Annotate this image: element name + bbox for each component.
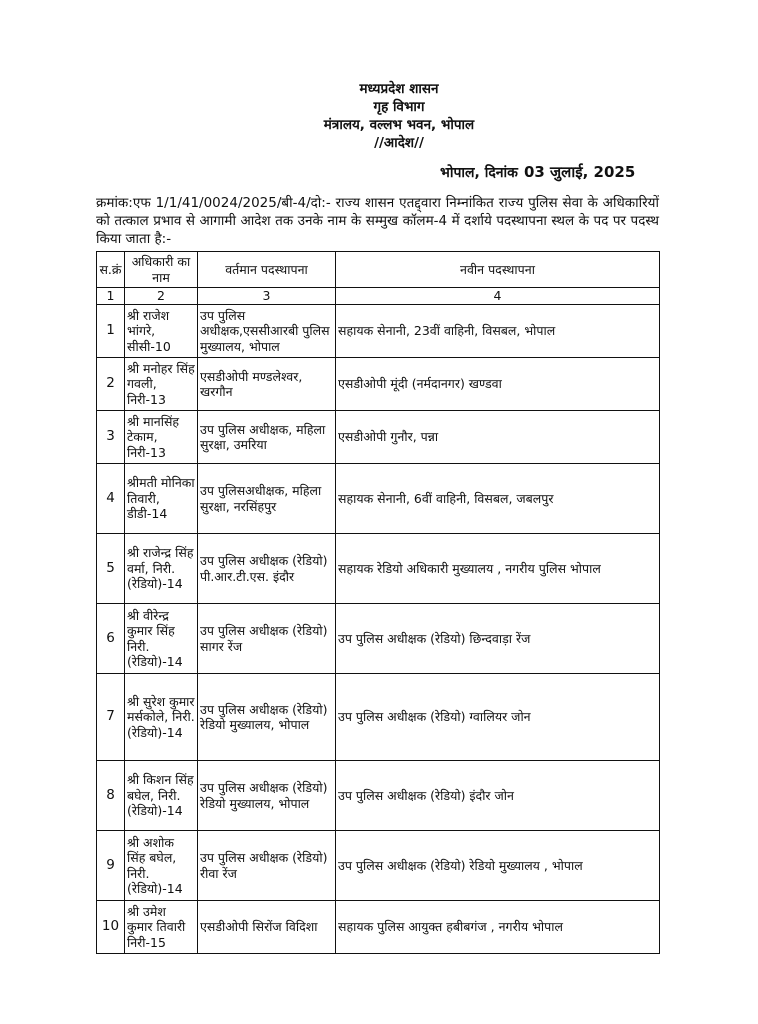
table-row xyxy=(97,358,660,411)
serial-cell: 8 xyxy=(97,761,125,831)
department-name: गृह विभाग xyxy=(373,99,425,115)
govt-name: मध्यप्रदेश शासन xyxy=(359,81,439,97)
posting-table xyxy=(96,251,660,954)
serial-cell: 6 xyxy=(97,604,125,674)
header-serial: स.क्रं xyxy=(97,252,125,288)
new-posting-cell: उप पुलिस अधीक्षक (रेडियो) छिन्दवाड़ा रेंज xyxy=(336,604,660,674)
table-row xyxy=(97,831,660,901)
order-intro-paragraph: क्रमांक:एफ 1/1/41/0024/2025/बी-4/दो:- राज्य शासन एतद्द्वारा निम्नांकित राज्य पुलिस सेवा के अधिकारियों को तत्काल प्रभाव से आगामी आदेश तक उनके नाम के सम्मुख कॉलम-4 में दर्शाये पदस्थापना स्थल के पद पर पदस्थ किया जाता है:- xyxy=(96,195,659,247)
new-posting-cell: उप पुलिस अधीक्षक (रेडियो) इंदौर जोन xyxy=(336,761,660,831)
header-new-posting: नवीन पदस्थापना xyxy=(336,252,660,288)
new-posting-cell: एसडीओपी गुनौर, पन्ना xyxy=(336,411,660,464)
header-officer-name: अधिकारी का नाम xyxy=(125,252,198,288)
new-posting-cell: उप पुलिस अधीक्षक (रेडियो) ग्वालियर जोन xyxy=(336,674,660,761)
serial-cell: 7 xyxy=(97,674,125,761)
order-title: //आदेश// xyxy=(374,135,424,151)
officer-name-cell: श्री राजेश भांगरे, सीसी-10 xyxy=(125,305,198,358)
table-row xyxy=(97,604,660,674)
new-posting-cell: सहायक सेनानी, 23वीं वाहिनी, विसबल, भोपाल xyxy=(336,305,660,358)
current-posting-cell: एसडीओपी सिरोंज विदिशा xyxy=(198,901,336,954)
new-posting-cell: उप पुलिस अधीक्षक (रेडियो) रेडियो मुख्यालय , भोपाल xyxy=(336,831,660,901)
table-row xyxy=(97,761,660,831)
table-row xyxy=(97,674,660,761)
officer-name-cell: श्री मानसिंह टेकाम, निरी-13 xyxy=(125,411,198,464)
table-header-row xyxy=(97,252,660,288)
new-posting-cell: सहायक रेडियो अधिकारी मुख्यालय , नगरीय पुलिस भोपाल xyxy=(336,534,660,604)
officer-name-cell: श्री सुरेश कुमार मर्सकोले, निरी. (रेडियो)-14 xyxy=(125,674,198,761)
serial-cell: 3 xyxy=(97,411,125,464)
officer-name-cell: श्री अशोक सिंह बघेल, निरी. (रेडियो)-14 xyxy=(125,831,198,901)
current-posting-cell: उप पुलिस अधीक्षक,एससीआरबी पुलिस मुख्यालय, भोपाल xyxy=(198,305,336,358)
officer-name-cell: श्री राजेन्द्र सिंह वर्मा, निरी. (रेडियो)-14 xyxy=(125,534,198,604)
serial-cell: 5 xyxy=(97,534,125,604)
dateline xyxy=(440,162,635,182)
officer-name-cell: श्री उमेश कुमार तिवारी निरी-15 xyxy=(125,901,198,954)
order-date: 03 जुलाई, 2025 xyxy=(523,163,636,181)
current-posting-cell: उप पुलिस अधीक्षक, महिला सुरक्षा, उमरिया xyxy=(198,411,336,464)
column-number-row xyxy=(97,288,660,305)
table-row xyxy=(97,901,660,954)
table-row xyxy=(97,464,660,534)
serial-cell: 2 xyxy=(97,358,125,411)
ministry-address: मंत्रालय, वल्लभ भवन, भोपाल xyxy=(323,117,475,133)
column-number: 2 xyxy=(125,288,198,305)
officer-name-cell: श्री किशन सिंह बघेल, निरी. (रेडियो)-14 xyxy=(125,761,198,831)
current-posting-cell: उप पुलिस अधीक्षक (रेडियो) रेडियो मुख्यालय, भोपाल xyxy=(198,674,336,761)
current-posting-cell: उप पुलिस अधीक्षक (रेडियो) सागर रेंज xyxy=(198,604,336,674)
new-posting-cell: एसडीओपी मूंदी (नर्मदानगर) खण्डवा xyxy=(336,358,660,411)
current-posting-cell: उप पुलिस अधीक्षक (रेडियो) पी.आर.टी.एस. इंदौर xyxy=(198,534,336,604)
officer-name-cell: श्री वीरेन्द्र कुमार सिंह निरी. (रेडियो)-14 xyxy=(125,604,198,674)
current-posting-cell: एसडीओपी मण्डलेश्वर, खरगौन xyxy=(198,358,336,411)
serial-cell: 4 xyxy=(97,464,125,534)
table-row xyxy=(97,411,660,464)
serial-cell: 1 xyxy=(97,305,125,358)
dateline-prefix: भोपाल, दिनांक xyxy=(440,165,518,181)
column-number: 1 xyxy=(97,288,125,305)
serial-cell: 9 xyxy=(97,831,125,901)
officer-name-cell: श्री मनोहर सिंह गवली, निरी-13 xyxy=(125,358,198,411)
serial-cell: 10 xyxy=(97,901,125,954)
current-posting-cell: उप पुलिस अधीक्षक (रेडियो) रीवा रेंज xyxy=(198,831,336,901)
officer-name-cell: श्रीमती मोनिका तिवारी, डीडी-14 xyxy=(125,464,198,534)
current-posting-cell: उप पुलिसअधीक्षक, महिला सुरक्षा, नरसिंहपुर xyxy=(198,464,336,534)
table-row xyxy=(97,534,660,604)
column-number: 3 xyxy=(198,288,336,305)
new-posting-cell: सहायक सेनानी, 6वीं वाहिनी, विसबल, जबलपुर xyxy=(336,464,660,534)
header-current-posting: वर्तमान पदस्थापना xyxy=(198,252,336,288)
document-header xyxy=(0,80,758,152)
table-row xyxy=(97,305,660,358)
new-posting-cell: सहायक पुलिस आयुक्त हबीबगंज , नगरीय भोपाल xyxy=(336,901,660,954)
current-posting-cell: उप पुलिस अधीक्षक (रेडियो) रेडियो मुख्यालय, भोपाल xyxy=(198,761,336,831)
column-number: 4 xyxy=(336,288,660,305)
